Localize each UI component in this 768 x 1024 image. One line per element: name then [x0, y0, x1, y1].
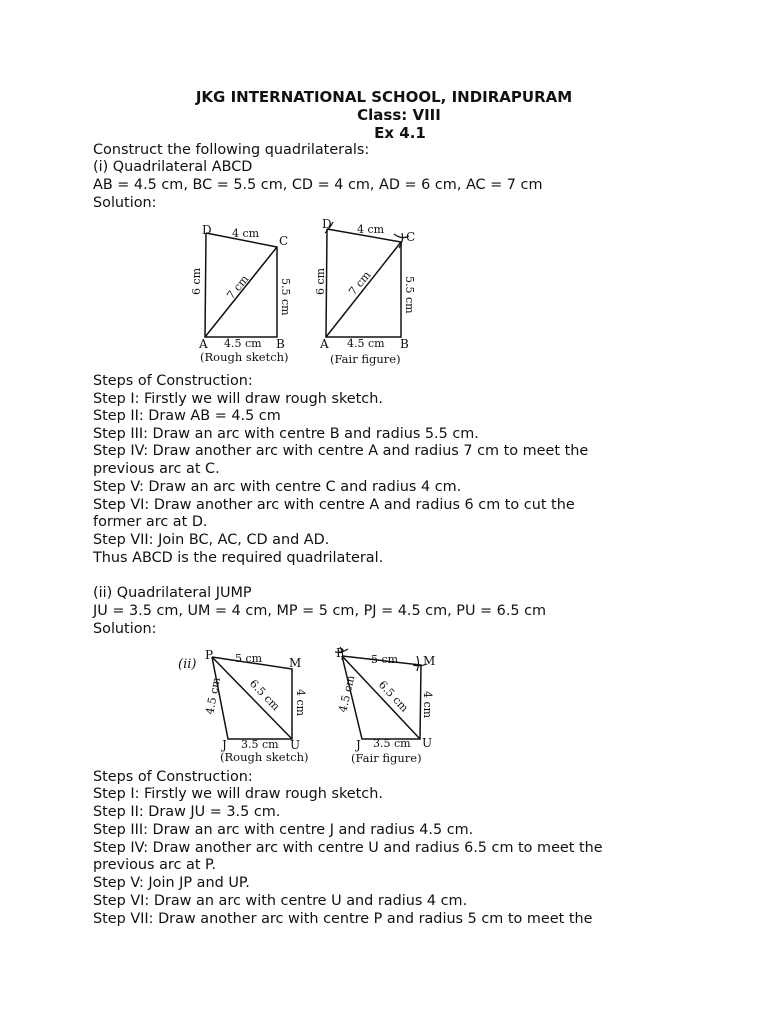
measure-cd-fair: 4 cm	[357, 223, 385, 236]
figure-jump	[170, 645, 450, 770]
label-j-fair: J	[356, 738, 361, 752]
measure-um-rough: 4 cm	[294, 689, 307, 717]
step-line: Step I: Firstly we will draw rough sketch.	[93, 391, 383, 407]
section1-title: (i) Quadrilateral ABCD	[93, 159, 253, 175]
fair-figure-abcd	[314, 217, 416, 366]
step-line: Step VII: Join BC, AC, CD and AD.	[93, 532, 330, 548]
measure-ad-rough: 6 cm	[190, 267, 203, 295]
measure-um-fair: 4 cm	[421, 691, 434, 719]
step-line: Step III: Draw an arc with centre J and radius 4.5 cm.	[93, 822, 474, 838]
measure-ad-fair: 6 cm	[314, 267, 327, 295]
measure-ac-rough: 7 cm	[224, 272, 252, 302]
label-a-rough: A	[199, 337, 208, 351]
label-u-rough: U	[290, 738, 301, 752]
diagonal-pu-rough	[212, 657, 292, 739]
step-line: former arc at D.	[93, 514, 208, 530]
step-line: Step VII: Draw another arc with centre P and radius 5 cm to meet the	[93, 911, 593, 927]
arc-at-m-1	[417, 656, 419, 671]
step-line: Step II: Draw JU = 3.5 cm.	[93, 804, 281, 820]
label-m-fair: M	[423, 654, 436, 668]
section2-title: (ii) Quadrilateral JUMP	[93, 585, 252, 601]
measure-bc-rough: 5.5 cm	[279, 278, 292, 316]
caption-fair-2: (Fair figure)	[351, 751, 422, 765]
label-b-rough: B	[276, 337, 285, 351]
rough-sketch-jump	[178, 648, 309, 764]
step-line: Step IV: Draw another arc with centre U and radius 6.5 cm to meet the	[93, 840, 603, 856]
measure-pu-fair: 6.5 cm	[375, 678, 411, 715]
caption-rough-2: (Rough sketch)	[220, 750, 309, 764]
section2-solution: Solution:	[93, 621, 157, 637]
measure-ju-rough: 3.5 cm	[241, 738, 279, 751]
label-b-fair: B	[400, 337, 409, 351]
steps-heading-1: Steps of Construction:	[93, 373, 253, 389]
label-a-fair: A	[320, 337, 329, 351]
step-line: previous arc at C.	[93, 461, 220, 477]
step-line: Step V: Join JP and UP.	[93, 875, 250, 891]
measure-pu-rough: 6.5 cm	[246, 677, 283, 714]
label-u-fair: U	[422, 736, 433, 750]
diagonal-pu-fair	[342, 656, 420, 739]
label-p-rough: P	[205, 648, 214, 662]
school-name: JKG INTERNATIONAL SCHOOL, INDIRAPURAM	[195, 88, 573, 106]
measure-bc-fair: 5.5 cm	[403, 276, 416, 314]
measure-cd-rough: 4 cm	[232, 227, 260, 240]
measure-ju-fair: 3.5 cm	[373, 737, 411, 750]
diagonal-ac-fair	[326, 242, 401, 337]
step-line: Step II: Draw AB = 4.5 cm	[93, 408, 281, 424]
label-m-rough: M	[289, 656, 302, 670]
section2-given: JU = 3.5 cm, UM = 4 cm, MP = 5 cm, PJ = 4.5 cm, PU = 6.5 cm	[93, 603, 547, 619]
caption-fair-1: (Fair figure)	[330, 352, 401, 366]
exercise-label: Ex 4.1	[374, 124, 426, 142]
arc-at-c-2	[399, 233, 403, 248]
label-d-fair: D	[322, 217, 332, 231]
rough-sketch-abcd	[190, 223, 292, 364]
label-p-fair: P	[336, 646, 345, 660]
measure-mp-fair: 5 cm	[371, 653, 399, 666]
measure-mp-rough: 5 cm	[235, 652, 263, 665]
caption-rough-1: (Rough sketch)	[200, 350, 289, 364]
section1-solution: Solution:	[93, 195, 157, 211]
step-line: Step VI: Draw another arc with centre A and radius 6 cm to cut the	[93, 497, 575, 513]
section1-given: AB = 4.5 cm, BC = 5.5 cm, CD = 4 cm, AD = 6 cm, AC = 7 cm	[93, 177, 543, 193]
measure-pj-fair: 4.5 cm	[336, 674, 358, 714]
measure-ac-fair: 7 cm	[346, 268, 374, 298]
measure-ab-fair: 4.5 cm	[347, 337, 385, 350]
measure-pj-rough: 4.5 cm	[203, 676, 224, 716]
instruction: Construct the following quadrilaterals:	[93, 142, 370, 158]
step-line: Step V: Draw an arc with centre C and radius 4 cm.	[93, 479, 462, 495]
label-d-rough: D	[202, 223, 212, 237]
label-c-fair: C	[406, 230, 416, 244]
step-line: Step III: Draw an arc with centre B and radius 5.5 cm.	[93, 426, 479, 442]
label-c-rough: C	[279, 234, 289, 248]
step-line: Step IV: Draw another arc with centre A and radius 7 cm to meet the	[93, 443, 589, 459]
fair-figure-jump	[335, 646, 435, 765]
steps-heading-2: Steps of Construction:	[93, 769, 253, 785]
figure-abcd	[180, 217, 440, 370]
step-line: previous arc at P.	[93, 857, 217, 873]
figure-tag: (ii)	[178, 657, 197, 672]
label-j-rough: J	[222, 738, 227, 752]
step-line: Step I: Firstly we will draw rough sketch.	[93, 786, 383, 802]
measure-ab-rough: 4.5 cm	[224, 337, 262, 350]
class-label: Class: VIII	[357, 106, 441, 124]
step-line: Step VI: Draw an arc with centre U and radius 4 cm.	[93, 893, 468, 909]
conclusion-line: Thus ABCD is the required quadrilateral.	[93, 550, 384, 566]
